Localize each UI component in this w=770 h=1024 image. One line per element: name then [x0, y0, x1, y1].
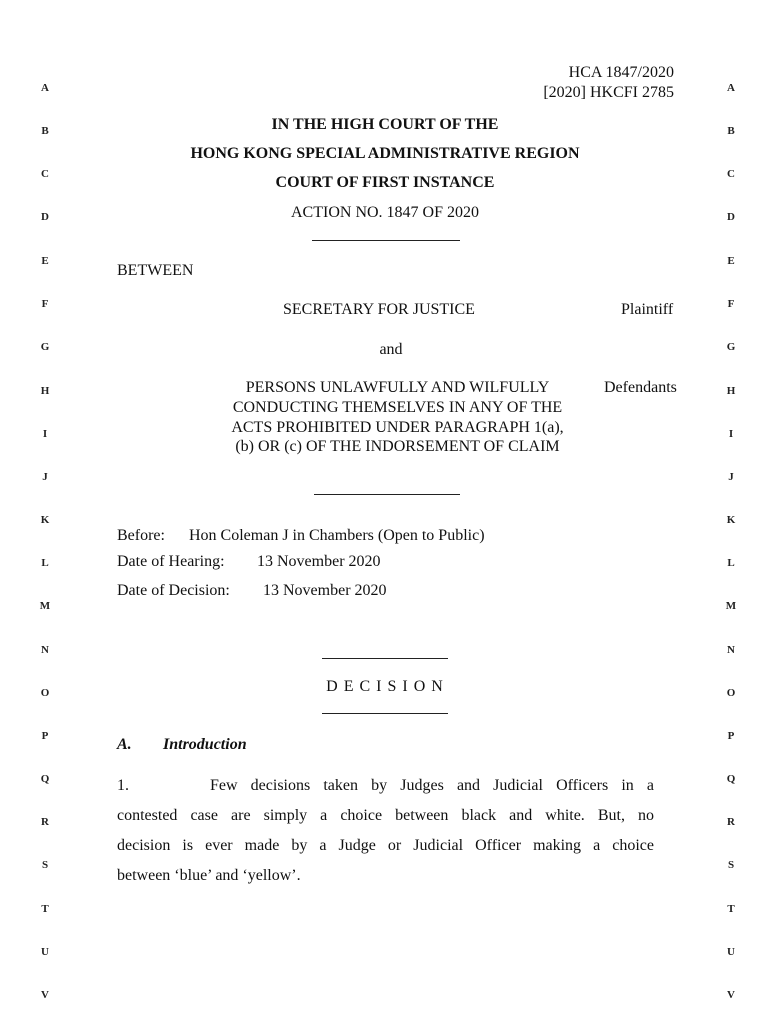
divider: [322, 658, 448, 659]
divider: [312, 240, 460, 241]
section-title: Introduction: [163, 736, 247, 753]
margin-letter: O: [40, 687, 50, 699]
margin-letter: E: [727, 255, 735, 267]
margin-letter: G: [40, 341, 50, 353]
defendant-line: PERSONS UNLAWFULLY AND WILFULLY: [245, 379, 550, 396]
section-number: A.: [117, 736, 132, 753]
margin-letter: H: [40, 385, 50, 397]
paragraph-body: [117, 801, 654, 891]
hearing-date-label: Date of Hearing:: [117, 553, 225, 570]
paragraph-line: Few decisions taken by Judges and Judicial Officers in a: [210, 777, 654, 794]
margin-letter: C: [727, 168, 735, 180]
between-label: BETWEEN: [117, 262, 194, 279]
margin-letter: G: [726, 341, 736, 353]
defendant-line: ACTS PROHIBITED UNDER PARAGRAPH 1(a),: [231, 419, 564, 436]
margin-letter: O: [726, 687, 736, 699]
margin-letter: S: [41, 859, 49, 871]
margin-letter: P: [41, 730, 49, 742]
paragraph-number: 1.: [117, 777, 129, 794]
decision-date-label: Date of Decision:: [117, 582, 230, 599]
before-value: Hon Coleman J in Chambers (Open to Public): [189, 527, 485, 544]
margin-letter: A: [727, 82, 735, 94]
margin-letter: F: [727, 298, 735, 310]
margin-letter: F: [41, 298, 49, 310]
court-heading-line3: COURT OF FIRST INSTANCE: [275, 174, 495, 191]
paragraph-line: decision is ever made by a Judge or Judicial Officer making a choice: [117, 837, 654, 854]
neutral-citation: [2020] HKCFI 2785: [543, 84, 674, 101]
divider: [322, 713, 448, 714]
margin-letter: U: [41, 946, 49, 958]
plaintiff-role: Plaintiff: [621, 301, 674, 318]
margin-letter: B: [727, 125, 735, 137]
margin-letter: K: [40, 514, 50, 526]
paragraph-line: contested case are simply a choice between black and white. But, no: [117, 807, 654, 824]
decision-date-value: 13 November 2020: [263, 582, 387, 599]
margin-letter: J: [42, 471, 48, 483]
paragraph-line: between ‘blue’ and ‘yellow’.: [117, 867, 301, 884]
margin-letter: V: [41, 989, 49, 1001]
margin-letter: K: [726, 514, 736, 526]
margin-letter: L: [727, 557, 735, 569]
margin-letter: D: [727, 211, 735, 223]
margin-letter: R: [727, 816, 735, 828]
margin-letter: L: [41, 557, 49, 569]
margin-letter: R: [41, 816, 49, 828]
margin-letter: D: [41, 211, 49, 223]
margin-letter: Q: [726, 773, 736, 785]
court-heading-line1: IN THE HIGH COURT OF THE: [271, 116, 499, 133]
action-number: ACTION NO. 1847 OF 2020: [291, 204, 479, 221]
margin-letter: P: [727, 730, 735, 742]
margin-letter: U: [727, 946, 735, 958]
plaintiff-name: SECRETARY FOR JUSTICE: [283, 301, 475, 318]
defendant-line: CONDUCTING THEMSELVES IN ANY OF THE: [232, 399, 563, 416]
margin-letter: T: [727, 903, 735, 915]
margin-letter: S: [727, 859, 735, 871]
paragraph-first-line: [210, 771, 654, 801]
margin-letter: T: [41, 903, 49, 915]
divider: [314, 494, 460, 495]
margin-letter: Q: [40, 773, 50, 785]
margin-letter: I: [728, 428, 734, 440]
margin-letter: M: [39, 600, 51, 612]
court-heading-line2: HONG KONG SPECIAL ADMINISTRATIVE REGION: [190, 145, 580, 162]
margin-letter: I: [42, 428, 48, 440]
margin-letter: B: [41, 125, 49, 137]
and-label: and: [379, 341, 403, 358]
defendant-role: Defendants: [604, 379, 677, 396]
hearing-date-value: 13 November 2020: [257, 553, 381, 570]
margin-letter: M: [725, 600, 737, 612]
defendant-line: (b) OR (c) OF THE INDORSEMENT OF CLAIM: [235, 438, 560, 455]
margin-letter: A: [41, 82, 49, 94]
margin-letter: J: [728, 471, 734, 483]
case-number: HCA 1847/2020: [568, 64, 674, 81]
margin-letter: N: [41, 644, 49, 656]
margin-letter: H: [726, 385, 736, 397]
margin-letter: N: [727, 644, 735, 656]
margin-letter: E: [41, 255, 49, 267]
margin-letter: C: [41, 168, 49, 180]
before-label: Before:: [117, 527, 165, 544]
decision-title: D E C I S I O N: [326, 678, 444, 695]
margin-letter: V: [727, 989, 735, 1001]
